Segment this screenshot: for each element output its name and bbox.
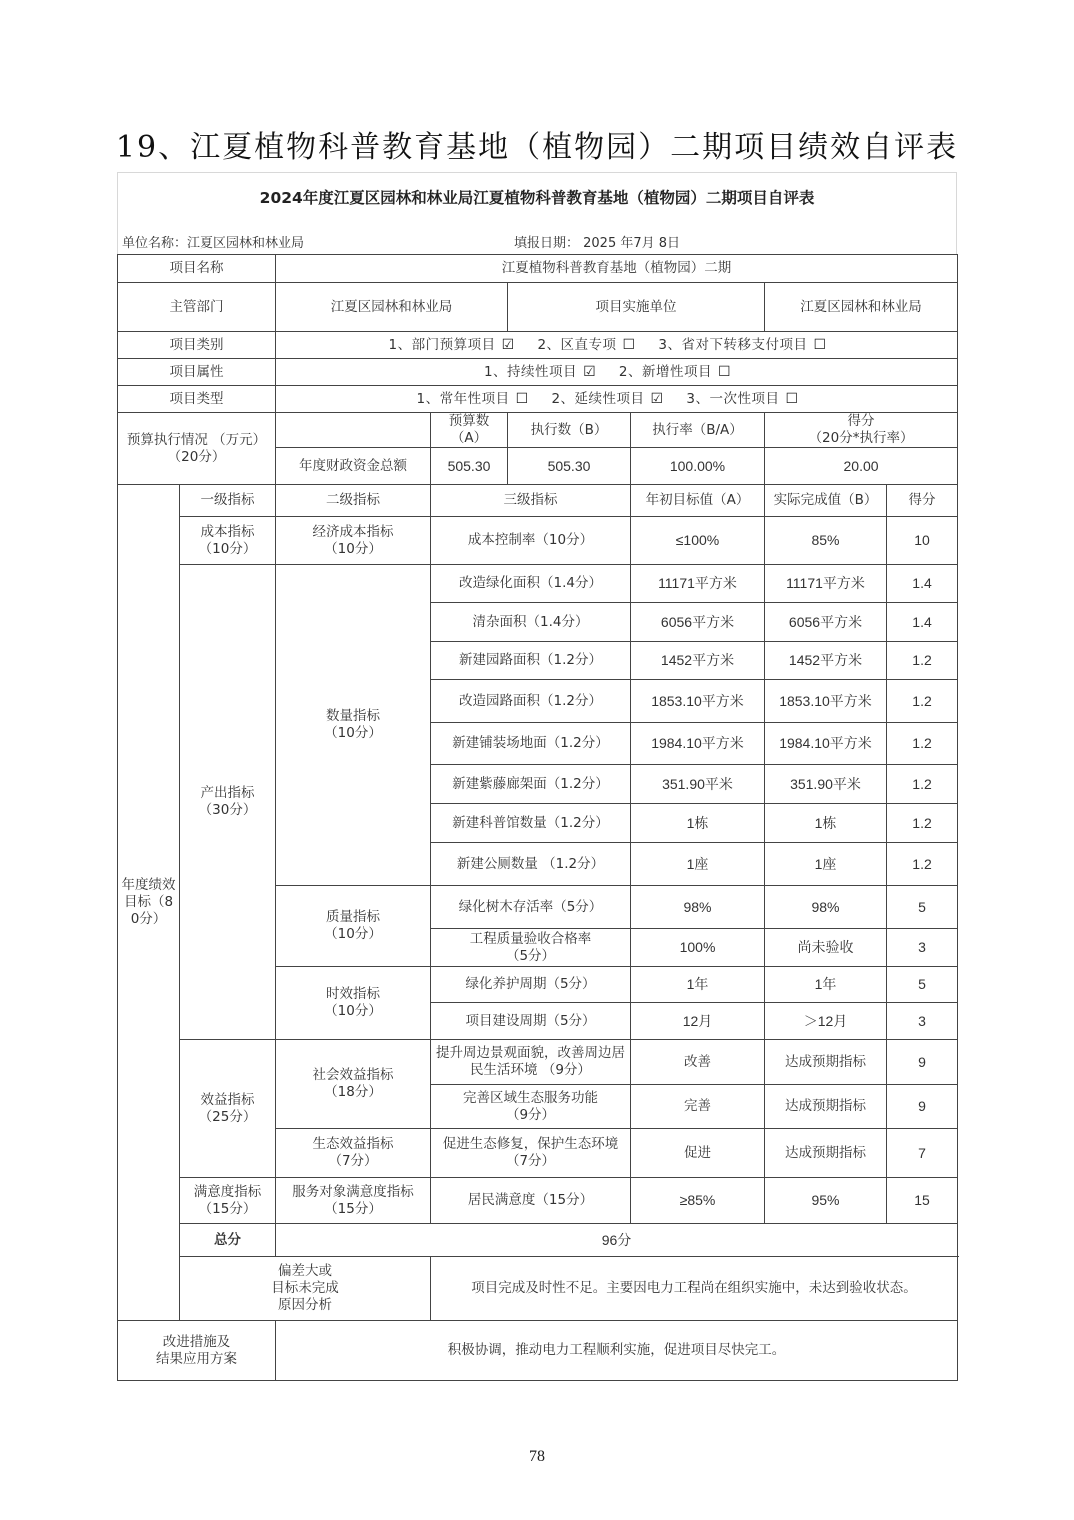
budget-label: 预算执行情况 （万元） （20分） bbox=[118, 413, 276, 485]
indicator-actual: 85% bbox=[765, 517, 887, 565]
indicator-target: 1853.10平方米 bbox=[631, 680, 765, 723]
indicator-score: 7 bbox=[887, 1129, 958, 1178]
indicator-actual: 1452平方米 bbox=[765, 642, 887, 680]
checkbox-icon[interactable]: ☐ bbox=[813, 336, 827, 353]
indicator-target: 98% bbox=[631, 886, 765, 929]
type-option-text: 3、一次性项目 bbox=[686, 390, 780, 407]
budget-rate: 100.00% bbox=[631, 448, 765, 485]
indicator-score: 1.2 bbox=[887, 804, 958, 843]
indicator-name: 新建科普馆数量（1.2分） bbox=[431, 804, 631, 843]
indicator-actual: 6056平方米 bbox=[765, 603, 887, 642]
category-options bbox=[276, 332, 958, 359]
table-row bbox=[118, 255, 958, 283]
indicator-target: 1座 bbox=[631, 843, 765, 886]
indicator-target: 1栋 bbox=[631, 804, 765, 843]
social-l2: 社会效益指标 （18分） bbox=[276, 1040, 431, 1129]
indicator-target: 1年 bbox=[631, 967, 765, 1003]
type-label: 项目类型 bbox=[118, 386, 276, 413]
table-row bbox=[118, 1224, 958, 1257]
deviation-label: 偏差大或 目标未完成 原因分析 bbox=[180, 1257, 431, 1321]
form-title: 2024年度江夏区园林和林业局江夏植物科普教育基地（植物园）二期项目自评表 bbox=[259, 189, 815, 207]
indicator-actual: ＞12月 bbox=[765, 1003, 887, 1040]
indicator-name: 新建紫藤廊架面（1.2分） bbox=[431, 765, 631, 804]
indicator-score: 5 bbox=[887, 886, 958, 929]
budget-col-planned: 预算数 （A） bbox=[431, 413, 508, 448]
annual-target-label: 年度绩效目标（80分） bbox=[118, 485, 180, 1321]
category-label: 项目类别 bbox=[118, 332, 276, 359]
implementer-value: 江夏区园林和林业局 bbox=[765, 283, 958, 332]
project-name-label: 项目名称 bbox=[118, 255, 276, 283]
header-score: 得分 bbox=[887, 485, 958, 517]
checkbox-icon[interactable]: ☐ bbox=[622, 336, 636, 353]
department-value: 江夏区园林和林业局 bbox=[276, 283, 508, 332]
indicator-score: 15 bbox=[887, 1178, 958, 1224]
indicator-target: 1984.10平方米 bbox=[631, 723, 765, 765]
indicator-target: 促进 bbox=[631, 1129, 765, 1178]
category-option-text: 1、部门预算项目 bbox=[388, 336, 496, 353]
indicator-name: 工程质量验收合格率 （5分） bbox=[431, 929, 631, 967]
cost-l1: 成本指标 （10分） bbox=[180, 517, 276, 565]
indicator-actual: 1853.10平方米 bbox=[765, 680, 887, 723]
indicator-target: 6056平方米 bbox=[631, 603, 765, 642]
table-row bbox=[118, 1178, 958, 1224]
checkbox-icon[interactable]: ☐ bbox=[785, 390, 799, 407]
budget-executed: 505.30 bbox=[508, 448, 631, 485]
indicator-score: 10 bbox=[887, 517, 958, 565]
indicator-actual: 达成预期指标 bbox=[765, 1129, 887, 1178]
table-row bbox=[118, 413, 958, 448]
output-l1: 产出指标 （30分） bbox=[180, 565, 276, 1040]
table-row bbox=[118, 1257, 958, 1321]
indicator-name: 清杂面积（1.4分） bbox=[431, 603, 631, 642]
budget-col-rate: 执行率（B/A） bbox=[631, 413, 765, 448]
indicator-name: 绿化养护周期（5分） bbox=[431, 967, 631, 1003]
benefit-l1: 效益指标 （25分） bbox=[180, 1040, 276, 1178]
indicator-score: 9 bbox=[887, 1040, 958, 1085]
header-level1: 一级指标 bbox=[180, 485, 276, 517]
indicator-actual: 1座 bbox=[765, 843, 887, 886]
satisfaction-l1: 满意度指标 （15分） bbox=[180, 1178, 276, 1224]
indicator-target: 1452平方米 bbox=[631, 642, 765, 680]
project-name-value: 江夏植物科普教育基地（植物园）二期 bbox=[276, 255, 958, 283]
type-option-text: 1、常年性项目 bbox=[416, 390, 510, 407]
evaluation-table bbox=[117, 254, 958, 1381]
budget-col-executed: 执行数（B） bbox=[508, 413, 631, 448]
indicator-actual: 尚未验收 bbox=[765, 929, 887, 967]
indicator-score: 3 bbox=[887, 1003, 958, 1040]
checkbox-icon[interactable]: ☐ bbox=[515, 390, 529, 407]
indicator-score: 1.4 bbox=[887, 603, 958, 642]
indicator-score: 1.2 bbox=[887, 765, 958, 804]
indicator-name: 促进生态修复，保护生态环境（7分） bbox=[431, 1129, 631, 1178]
improvement-text: 积极协调，推动电力工程顺利实施，促进项目尽快完工。 bbox=[276, 1321, 958, 1381]
header-level2: 二级指标 bbox=[276, 485, 431, 517]
indicator-score: 1.2 bbox=[887, 680, 958, 723]
indicator-name: 改造绿化面积（1.4分） bbox=[431, 565, 631, 603]
indicator-score: 5 bbox=[887, 967, 958, 1003]
report-date: 填报日期： 2025 年7月 8日 bbox=[514, 236, 681, 251]
page-title: 19、江夏植物科普教育基地（植物园）二期项目绩效自评表 bbox=[115, 130, 959, 165]
indicator-actual: 98% bbox=[765, 886, 887, 929]
category-option-text: 3、省对下转移支付项目 bbox=[658, 336, 808, 353]
checkbox-checked-icon[interactable]: ☑ bbox=[650, 390, 664, 407]
indicator-target: 351.90平米 bbox=[631, 765, 765, 804]
header-target: 年初目标值（A） bbox=[631, 485, 765, 517]
checkbox-checked-icon[interactable]: ☑ bbox=[583, 363, 597, 380]
page-number: 78 bbox=[529, 1448, 545, 1465]
indicator-target: ≤100% bbox=[631, 517, 765, 565]
type-option-text: 2、延续性项目 bbox=[551, 390, 645, 407]
table-row bbox=[118, 359, 958, 386]
type-options bbox=[276, 386, 958, 413]
indicator-name: 新建铺装场地面（1.2分） bbox=[431, 723, 631, 765]
attribute-options bbox=[276, 359, 958, 386]
table-row bbox=[118, 485, 958, 517]
satisfaction-l2: 服务对象满意度指标 （15分） bbox=[276, 1178, 431, 1224]
indicator-target: 完善 bbox=[631, 1085, 765, 1129]
indicator-name: 绿化树木存活率（5分） bbox=[431, 886, 631, 929]
attribute-option-text: 2、新增性项目 bbox=[618, 363, 713, 380]
total-score: 96分 bbox=[276, 1224, 958, 1257]
table-row bbox=[118, 1040, 958, 1085]
implementer-label: 项目实施单位 bbox=[508, 283, 765, 332]
indicator-name: 改造园路面积（1.2分） bbox=[431, 680, 631, 723]
indicator-name: 新建园路面积（1.2分） bbox=[431, 642, 631, 680]
deviation-text: 项目完成及时性不足。主要因电力工程尚在组织实施中，未达到验收状态。 bbox=[431, 1257, 958, 1321]
budget-empty-cell bbox=[276, 413, 431, 448]
indicator-score: 3 bbox=[887, 929, 958, 967]
improvement-label: 改进措施及 结果应用方案 bbox=[118, 1321, 276, 1381]
header-level3: 三级指标 bbox=[431, 485, 631, 517]
category-option-text: 2、区直专项 bbox=[537, 336, 617, 353]
table-row bbox=[118, 283, 958, 332]
quality-l2: 质量指标 （10分） bbox=[276, 886, 431, 967]
indicator-target: 100% bbox=[631, 929, 765, 967]
table-row bbox=[118, 332, 958, 359]
table-row bbox=[118, 386, 958, 413]
checkbox-icon[interactable]: ☐ bbox=[718, 363, 732, 380]
time-l2: 时效指标 （10分） bbox=[276, 967, 431, 1040]
indicator-score: 1.2 bbox=[887, 843, 958, 886]
indicator-name: 提升周边景观面貌，改善周边居民生活环境 （9分） bbox=[431, 1040, 631, 1085]
unit-name: 单位名称：江夏区园林和林业局 bbox=[122, 236, 305, 251]
indicator-name: 项目建设周期（5分） bbox=[431, 1003, 631, 1040]
header-actual: 实际完成值（B） bbox=[765, 485, 887, 517]
cost-l2: 经济成本指标 （10分） bbox=[276, 517, 431, 565]
indicator-name: 完善区域生态服务功能 （9分） bbox=[431, 1085, 631, 1129]
indicator-target: 11171平方米 bbox=[631, 565, 765, 603]
indicator-score: 9 bbox=[887, 1085, 958, 1129]
quantity-l2: 数量指标 （10分） bbox=[276, 565, 431, 886]
budget-col-score: 得分 （20分*执行率） bbox=[765, 413, 958, 448]
indicator-name: 成本控制率（10分） bbox=[431, 517, 631, 565]
indicator-actual: 1年 bbox=[765, 967, 887, 1003]
budget-row-label: 年度财政资金总额 bbox=[276, 448, 431, 485]
indicator-target: 改善 bbox=[631, 1040, 765, 1085]
indicator-actual: 11171平方米 bbox=[765, 565, 887, 603]
indicator-actual: 达成预期指标 bbox=[765, 1040, 887, 1085]
indicator-name: 居民满意度（15分） bbox=[431, 1178, 631, 1224]
indicator-target: 12月 bbox=[631, 1003, 765, 1040]
indicator-actual: 达成预期指标 bbox=[765, 1085, 887, 1129]
indicator-score: 1.2 bbox=[887, 723, 958, 765]
indicator-actual: 351.90平米 bbox=[765, 765, 887, 804]
table-row bbox=[118, 517, 958, 565]
budget-score: 20.00 bbox=[765, 448, 958, 485]
department-label: 主管部门 bbox=[118, 283, 276, 332]
indicator-target: ≥85% bbox=[631, 1178, 765, 1224]
indicator-score: 1.2 bbox=[887, 642, 958, 680]
table-row bbox=[118, 1321, 958, 1381]
checkbox-checked-icon[interactable]: ☑ bbox=[501, 336, 515, 353]
indicator-actual: 1984.10平方米 bbox=[765, 723, 887, 765]
indicator-actual: 95% bbox=[765, 1178, 887, 1224]
total-label: 总分 bbox=[180, 1224, 276, 1257]
eco-l2: 生态效益指标 （7分） bbox=[276, 1129, 431, 1178]
indicator-name: 新建公厕数量 （1.2分） bbox=[431, 843, 631, 886]
attribute-label: 项目属性 bbox=[118, 359, 276, 386]
indicator-actual: 1栋 bbox=[765, 804, 887, 843]
table-row bbox=[118, 565, 958, 603]
indicator-score: 1.4 bbox=[887, 565, 958, 603]
attribute-option-text: 1、持续性项目 bbox=[483, 363, 578, 380]
budget-planned: 505.30 bbox=[431, 448, 508, 485]
